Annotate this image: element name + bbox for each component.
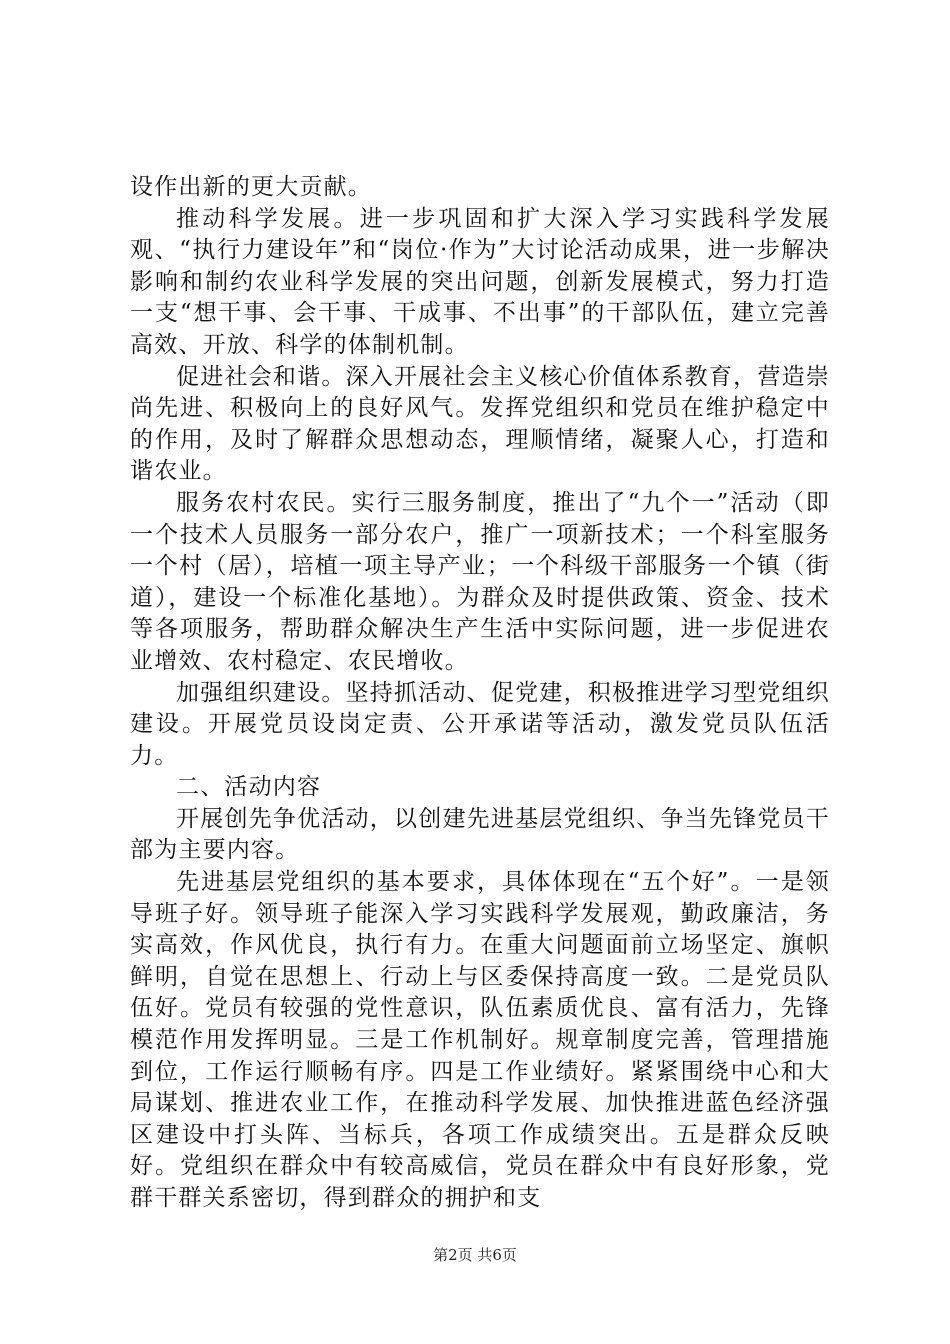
paragraph-social-harmony: 促进社会和谐。深入开展社会主义核心价值体系教育，营造崇尚先进、积极向上的良好风气。发挥党组织和党员在维护稳定中的作用，及时了解群众思想动态，理顺情绪，凝聚人心，打造和谐农业。 xyxy=(130,363,830,485)
paragraph-science-development: 推动科学发展。进一步巩固和扩大深入学习实践科学发展观、“执行力建设年”和“岗位·作为”大讨论活动成果，进一步解决影响和制约农业科学发展的突出问题，创新发展模式，努力打造一支“想干事、会干事、干成事、不出事”的干部队伍，建立完善高效、开放、科学的体制机制。 xyxy=(130,205,830,358)
paragraph-continuation: 设作出新的更大贡献。 xyxy=(130,174,372,200)
section-heading-activity-content: 二、活动内容 xyxy=(176,774,322,801)
paragraph-five-goods: 先进基层党组织的基本要求，具体体现在“五个好”。一是领导班子好。领导班子能深入学习实践科学发展观，勤政廉洁，务实高效，作风优良，执行有力。在重大问题面前立场坚定、旗帜鲜明，自觉在思想上、行动上与区委保持高度一致。二是党员队伍好。党员有较强的党性意识，队伍素质优良、富有活力，先锋模范作用发挥明显。三是工作机制好。规章制度完善，管理措施到位，工作运行顺畅有序。四是工作业绩好。紧紧围绕中心和大局谋划、推进农业工作，在推动科学发展、加快推进蓝色经济强区建设中打头阵、当标兵，各项工作成绩突出。五是群众反映好。党组织在群众中有较高威信，党员在群众中有良好形象，党群干群关系密切，得到群众的拥护和支 xyxy=(130,869,830,1211)
paragraph-rural-service: 服务农村农民。实行三服务制度，推出了“九个一”活动（即一个技术人员服务一部分农户，推广一项新技术；一个科室服务一个村（居），培植一项主导产业；一个科级干部服务一个镇（街道），建设一个标准化基地）。为群众及时提供政策、资金、技术等各项服务，帮助群众解决生产生活中实际问题，进一步促进农业增效、农村稳定、农民增收。 xyxy=(130,489,830,674)
page-footer: 第2页 共6页 xyxy=(433,1246,517,1264)
paragraph-activity-intro: 开展创先争优活动，以创建先进基层党组织、争当先锋党员干部为主要内容。 xyxy=(130,805,830,864)
document-body xyxy=(130,172,830,1215)
paragraph-organization-building: 加强组织建设。坚持抓活动、促党建，积极推进学习型党组织建设。开展党员设岗定责、公开承诺等活动，激发党员队伍活力。 xyxy=(130,679,830,769)
